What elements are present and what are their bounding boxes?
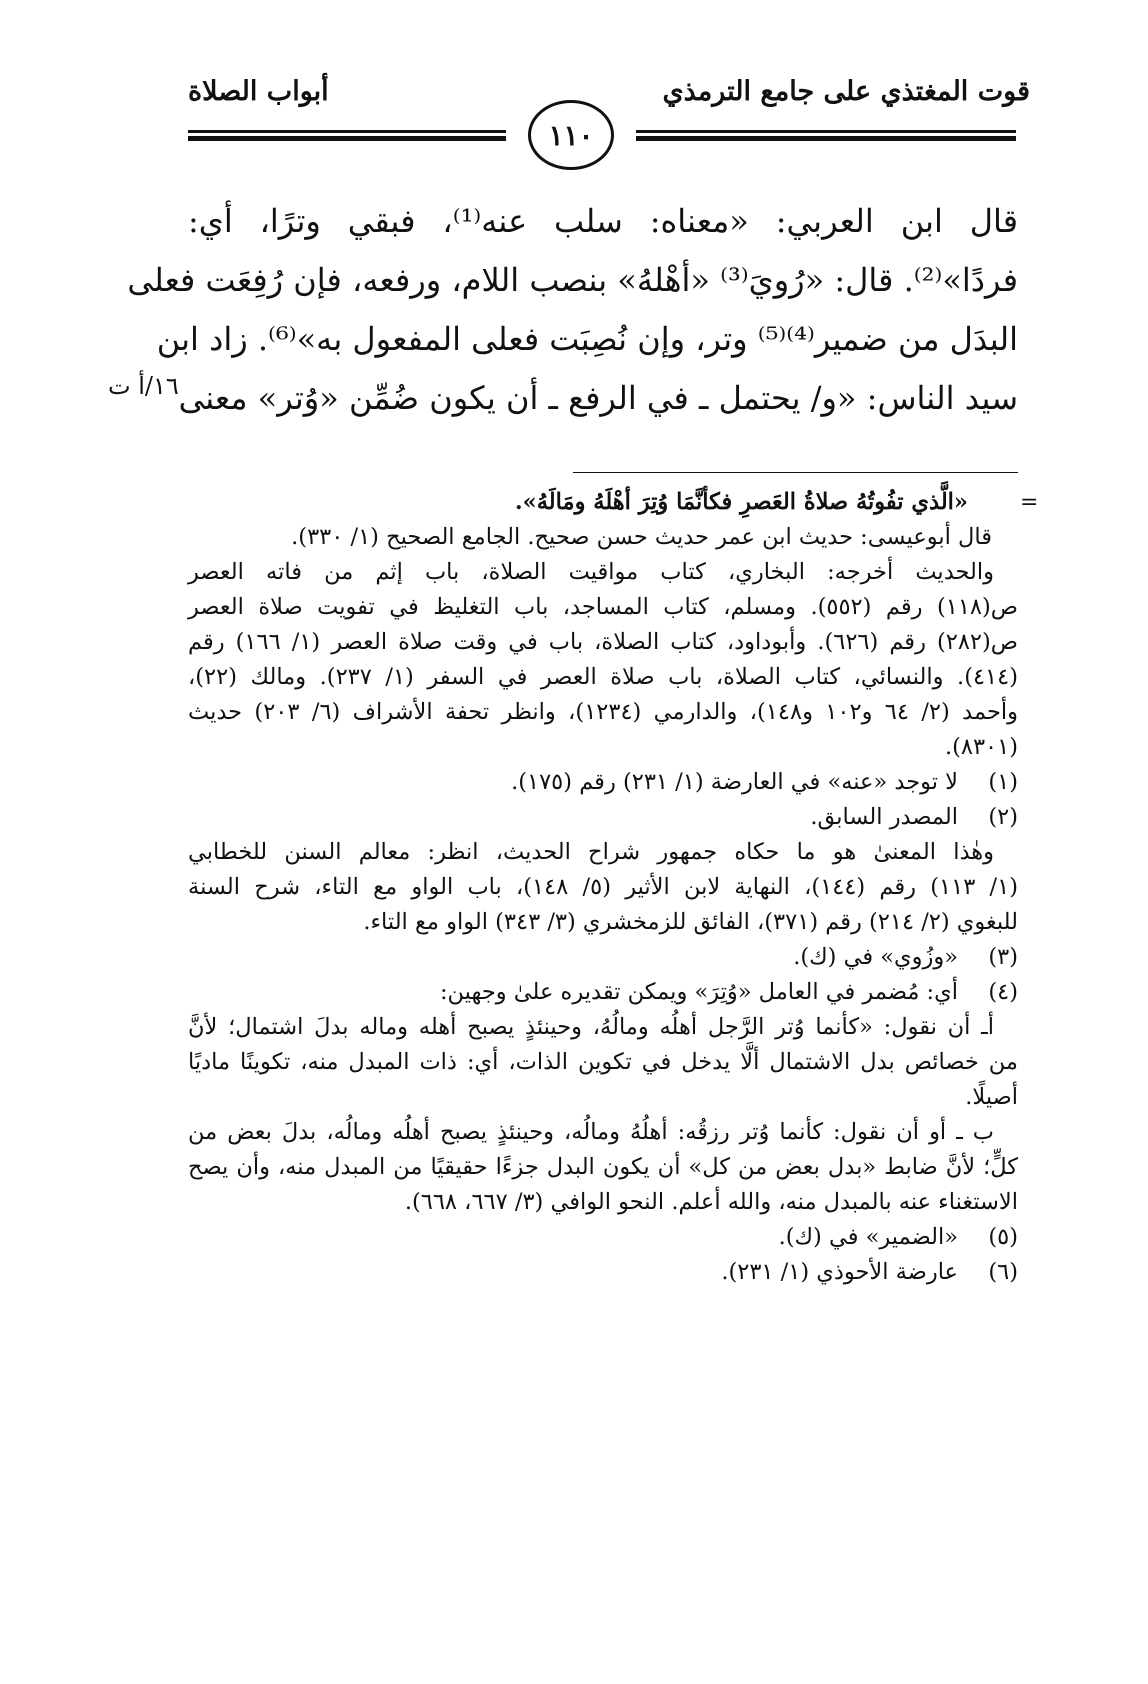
footnote-line: (١/ ١١٣) رقم (١٤٤)، النهاية لابن الأثير (٥/ ١٤٨)، باب الواو مع التاء، شرح السنة: [188, 874, 1018, 900]
footnote-separator: [573, 472, 1018, 473]
footnote-number: (٤): [988, 979, 1018, 1005]
footnote-line: (٤١٤). والنسائي، كتاب الصلاة، باب صلاة العصر في السفر (١/ ٢٣٧). ومالك (٢٢)،: [188, 664, 1019, 690]
running-header-book-title: قوت المغتذي على جامع الترمذي: [662, 76, 1030, 107]
main-text-line: سيد الناس: «و/ يحتمل ـ في الرفع ـ أن يكون ضُمِّن «وُتر» معنى: [178, 379, 1018, 417]
footnote-line: أصيلًا.: [965, 1084, 1018, 1110]
footnote-line: وأحمد (٢/ ٦٤ و١٠٢ و١٤٨)، والدارمي (١٢٣٤)، وانظر تحفة الأشراف (٦/ ٢٠٣) حديث: [188, 699, 1018, 725]
footnote-number: (٥): [988, 1224, 1018, 1250]
header-rule-left: [188, 130, 506, 141]
manuscript-folio-marker: ١٦/أ ت: [108, 372, 179, 400]
page-number: ١١٠: [548, 118, 594, 152]
footnote-6: (٦)عارضة الأحوذي (١/ ٢٣١).: [721, 1256, 1018, 1289]
footnote-1: (١)لا توجد «عنه» في العارضة (١/ ٢٣١) رقم (١٧٥).: [511, 766, 1018, 799]
running-header-chapter-title: أبواب الصلاة: [188, 76, 329, 107]
footnote-2: (٢)المصدر السابق.: [810, 801, 1018, 834]
footnote-number: (٢): [988, 804, 1018, 830]
page-number-badge: [528, 100, 614, 170]
main-text-line: البدَل من ضمير⁽⁴⁾⁽⁵⁾ وتر، وإن نُصِبَت فعلى المفعول به»⁽⁶⁾. زاد ابن: [156, 320, 1018, 358]
footnote-line: كلٍّ؛ لأنَّ ضابط «بدل بعض من كل» أن يكون البدل جزءًا حقيقيًا من المبدل منه، وأن يصح: [188, 1154, 1018, 1180]
footnote-number: (٣): [988, 944, 1018, 970]
footnote-line: ص(١١٨) رقم (٥٥٢). ومسلم، كتاب المساجد، باب التغليظ في تفويت صلاة العصر: [188, 594, 1018, 620]
footnote-line: وهٰذا المعنىٰ هو ما حكاه جمهور شراح الحديث، انظر: معالم السنن للخطابي: [188, 839, 994, 865]
footnote-number: (٦): [988, 1259, 1018, 1285]
footnote-3: (٣)«وزُوي» في (ك).: [793, 941, 1018, 974]
footnote-line: للبغوي (٢/ ٢١٤) رقم (٣٧١)، الفائق للزمخشري (٣/ ٣٤٣) الواو مع التاء.: [363, 909, 1018, 935]
main-text-line: فردًا»⁽²⁾. قال: «رُويَ⁽³⁾ «أهْلهُ» بنصب اللام، ورفعه، فإن رُفِعَت فعلى: [127, 261, 1018, 299]
footnote-line: الاستغناء عنه بالمبدل منه، والله أعلم. النحو الوافي (٣/ ٦٦٧، ٦٦٨).: [404, 1189, 1018, 1215]
header-rule-right: [636, 130, 1016, 141]
footnote-hadith-text: «الَّذي تفُوتُهُ صلاةُ العَصرِ فكأنَّمَا وُتِرَ أهْلَهُ ومَالَهُ».: [514, 489, 968, 515]
footnote-line: من خصائص بدل الاشتمال ألَّا يدخل في تكوين الذات، أي: ذات المبدل منه، تكوينًا ماديًا: [188, 1049, 1018, 1075]
footnote-number: (١): [988, 769, 1018, 795]
footnote-continuation-mark: =: [1020, 490, 1039, 515]
footnote-line: ب ـ أو أن نقول: كأنما وُتر رزقُه: أهلُهُ ومالُه، وحينئذٍ يصبح أهلُه ومالُه، بدلَ بعض من: [188, 1119, 994, 1145]
footnote-5: (٥)«الضمير» في (ك).: [779, 1221, 1018, 1254]
footnote-line: ص(٢٨٢) رقم (٦٢٦). وأبوداود، كتاب الصلاة، باب في وقت صلاة العصر (١/ ١٦٦) رقم: [188, 629, 1018, 655]
footnote-line: أـ أن نقول: «كأنما وُتر الرَّجل أهلُه ومالُهُ، وحينئذٍ يصبح أهله وماله بدلَ اشتمال؛ لأنَّ: [188, 1014, 994, 1040]
footnote-line: قال أبوعيسى: حديث ابن عمر حديث حسن صحيح. الجامع الصحيح (١/ ٣٣٠).: [291, 524, 992, 550]
footnote-line: (٨٣٠١).: [944, 734, 1018, 760]
footnote-line: والحديث أخرجه: البخاري، كتاب مواقيت الصلاة، باب إثم من فاته العصر: [188, 559, 994, 585]
main-text-line: قال ابن العربي: «معناه: سلب عنه⁽¹⁾، فبقي وترًا، أي:: [188, 202, 1019, 240]
footnote-4: (٤)أي: مُضمر في العامل «وُتِرَ» ويمكن تقديره علىٰ وجهين:: [440, 976, 1018, 1009]
